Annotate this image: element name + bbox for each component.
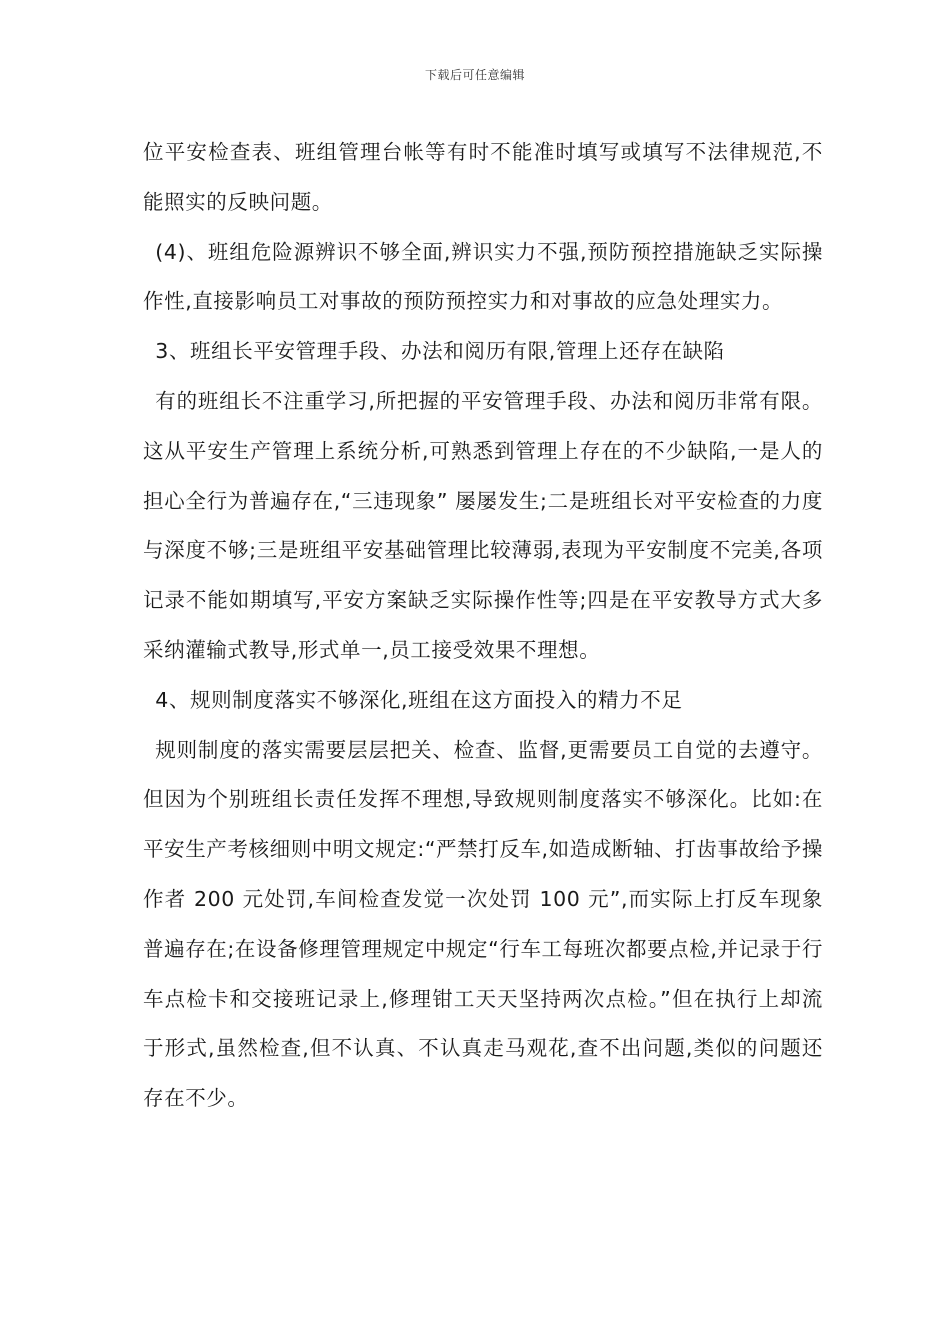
page-header: 下载后可任意编辑 [424, 68, 525, 82]
paragraph-4: 规则制度的落实需要层层把关、检查、监督,更需要员工自觉的去遵守。但因为个别班组长责任发挥不理想,导致规则制度落实不够深化。比如:在平安生产考核细则中明文规定:“严禁打反车,如造成断轴、打齿事故给予操作者 200 元处罚,车间检查发觉一次处罚 100 元”,而实际上打反车现象普遍存在;在设备修理管理规定中规定“行车工每班次都要点检,并记录于行车点检卡和交接班记录上,修理钳工天天坚持两次点检。”但在执行上却流于形式,虽然检查,但不认真、不认真走马观花,查不出问题,类似的问题还存在不少。 [143, 737, 823, 1111]
paragraph-3: 有的班组长不注重学习,所把握的平安管理手段、办法和阅历非常有限。这从平安生产管理上系统分析,可熟悉到管理上存在的不少缺陷,一是人的担心全行为普遍存在,“三违现象” 屡屡发生;二是班组长对平安检查的力度与深度不够;三是班组平安基础管理比较薄弱,表现为平安制度不完美,各项记录不能如期填写,平安方案缺乏实际操作性等;四是在平安教导方式大多采纳灌输式教导,形式单一,员工接受效果不理想。 [143, 388, 823, 662]
paragraph-2: (4)、班组危险源辨识不够全面,辨识实力不强,预防预控措施缺乏实际操作性,直接影响员工对事故的预防预控实力和对事故的应急处理实力。 [143, 239, 823, 314]
paragraph-1: 位平安检查表、班组管理台帐等有时不能准时填写或填写不法律规范,不能照实的反映问题。 [143, 140, 823, 214]
section-heading-4: 4、规则制度落实不够深化,班组在这方面投入的精力不足 [155, 687, 683, 712]
section-heading-3: 3、班组长平安管理手段、办法和阅历有限,管理上还存在缺陷 [155, 339, 725, 364]
document-body [143, 128, 823, 1124]
